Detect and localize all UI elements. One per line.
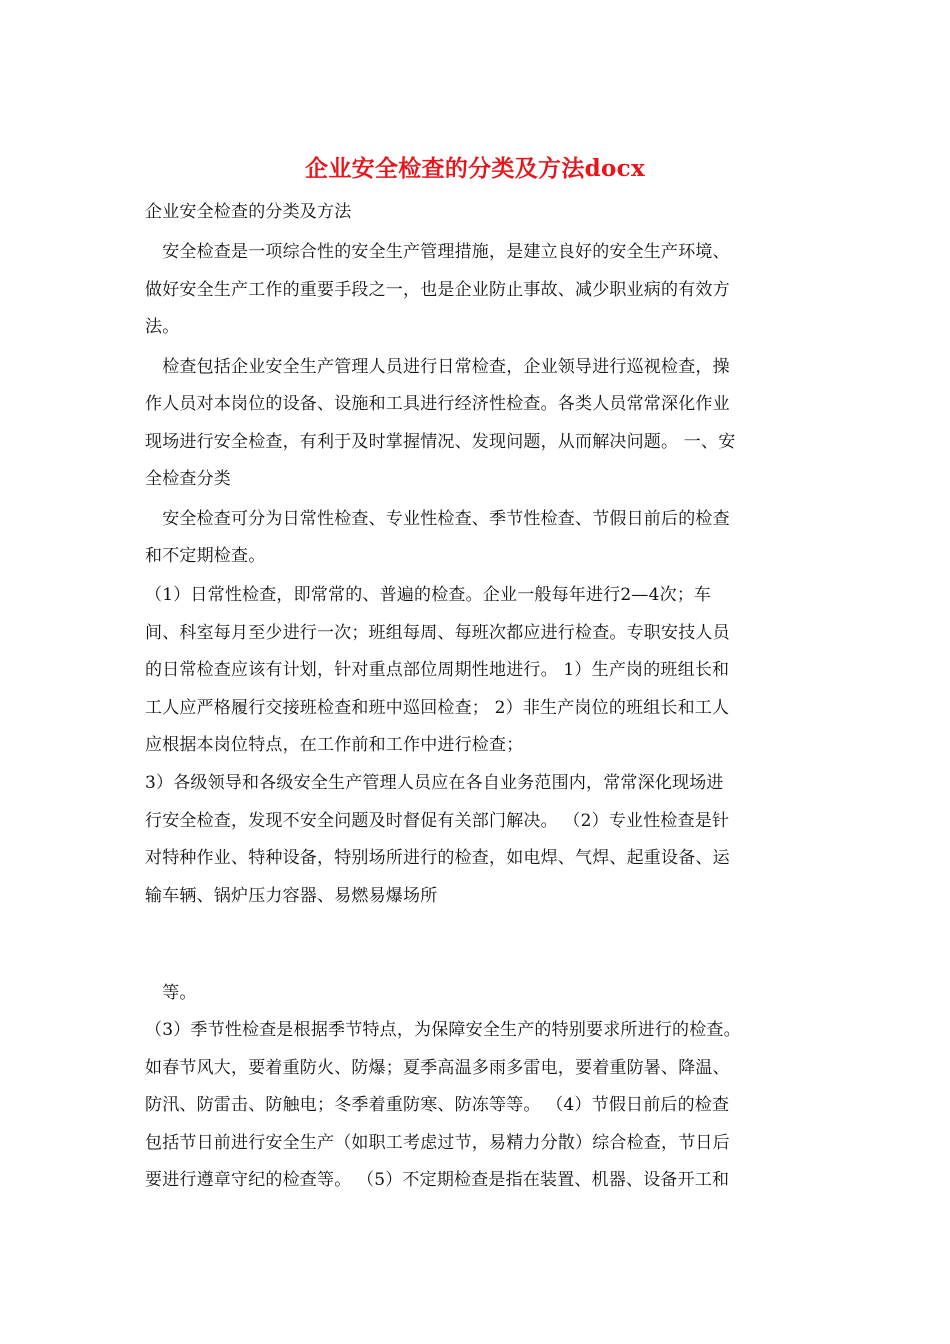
text-line: 要进行遵章守纪的检查等。 （5）不定期检查是指在装置、机器、设备开工和 [145, 1170, 730, 1190]
document-subtitle: 企业安全检查的分类及方法 [145, 202, 352, 222]
text-line: 工人应严格履行交接班检查和班中巡回检查； 2）非生产岗位的班组长和工人 [145, 698, 730, 718]
document-title: 企业安全检查的分类及方法docx [305, 155, 645, 182]
text-line: 作人员对本岗位的设备、设施和工具进行经济性检查。各类人员常常深化作业 [145, 394, 730, 414]
text-line: 3）各级领导和各级安全生产管理人员应在各自业务范围内，常常深化现场进 [145, 773, 724, 793]
text-line: 现场进行安全检查，有利于及时掌握情况、发现问题，从而解决问题。 一、安 [145, 432, 736, 452]
text-line: 和不定期检查。 [145, 546, 266, 566]
text-line: 对特种作业、特种设备，特别场所进行的检查，如电焊、气焊、起重设备、运 [145, 848, 730, 868]
text-line: 如春节风大，要着重防火、防爆；夏季高温多雨多雷电，要着重防暑、降温、 [145, 1058, 730, 1078]
text-line: 检查包括企业安全生产管理人员进行日常检查，企业领导进行巡视检查，操 [145, 357, 730, 377]
text-line: 的日常检查应该有计划，针对重点部位周期性地进行。 1）生产岗的班组长和 [145, 660, 730, 680]
text-line: 法。 [145, 317, 180, 337]
text-line: （3）季节性检查是根据季节特点，为保障安全生产的特别要求所进行的检查。 [145, 1020, 741, 1040]
text-line: 等。 [145, 983, 197, 1003]
text-line: 包括节日前进行安全生产（如职工考虑过节，易精力分散）综合检查，节日后 [145, 1133, 730, 1153]
text-line: 间、科室每月至少进行一次；班组每周、每班次都应进行检查。专职安技人员 [145, 623, 730, 643]
text-line: 安全检查可分为日常性检查、专业性检查、季节性检查、节假日前后的检查 [145, 509, 730, 529]
text-line: 防汛、防雷击、防触电；冬季着重防寒、防冻等等。 （4）节假日前后的检查 [145, 1095, 730, 1115]
text-line: 行安全检查，发现不安全问题及时督促有关部门解决。 （2）专业性检查是针 [145, 811, 730, 831]
text-line: 应根据本岗位特点，在工作前和工作中进行检查； [145, 735, 524, 755]
text-line: 全检查分类 [145, 469, 231, 489]
text-line: 安全检查是一项综合性的安全生产管理措施，是建立良好的安全生产环境、 [145, 242, 730, 262]
text-line: 输车辆、锅炉压力容器、易燃易爆场所 [145, 886, 438, 906]
text-line: （1）日常性检查，即常常的、普遍的检查。企业一般每年进行2—4次；车 [145, 585, 712, 605]
text-line: 做好安全生产工作的重要手段之一，也是企业防止事故、减少职业病的有效方 [145, 280, 730, 300]
